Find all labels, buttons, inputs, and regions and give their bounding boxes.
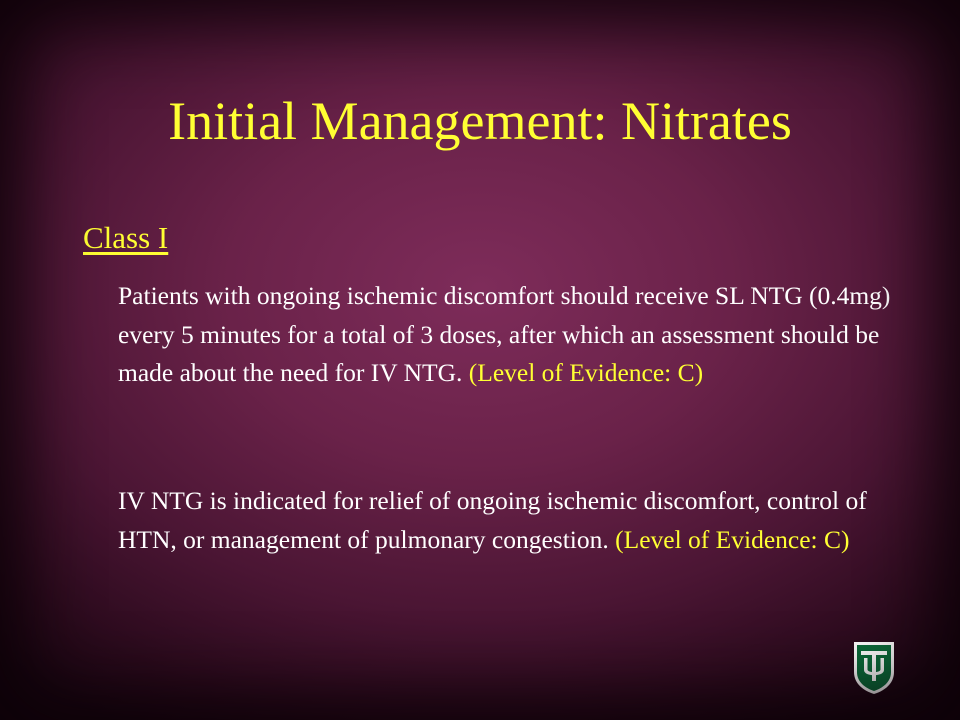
class-heading: Class I [83,220,169,255]
recommendation-1-evidence: (Level of Evidence: C) [468,358,704,387]
slide-title: Initial Management: Nitrates [168,91,792,151]
recommendation-2 [118,482,898,559]
recommendation-1-text: Patients with ongoing ischemic discomfort should receive SL NTG (0.4mg) every 5 minutes for a total of 3 doses, after which an assessment should be made about the need for IV NTG. [118,281,891,387]
recommendation-2-text: IV NTG is indicated for relief of ongoing ischemic discomfort, control of HTN, or management of pulmonary congestion. [118,486,867,554]
recommendation-1 [118,277,898,393]
tulane-shield-logo-icon [852,640,896,696]
recommendation-2-evidence: (Level of Evidence: C) [615,524,850,554]
